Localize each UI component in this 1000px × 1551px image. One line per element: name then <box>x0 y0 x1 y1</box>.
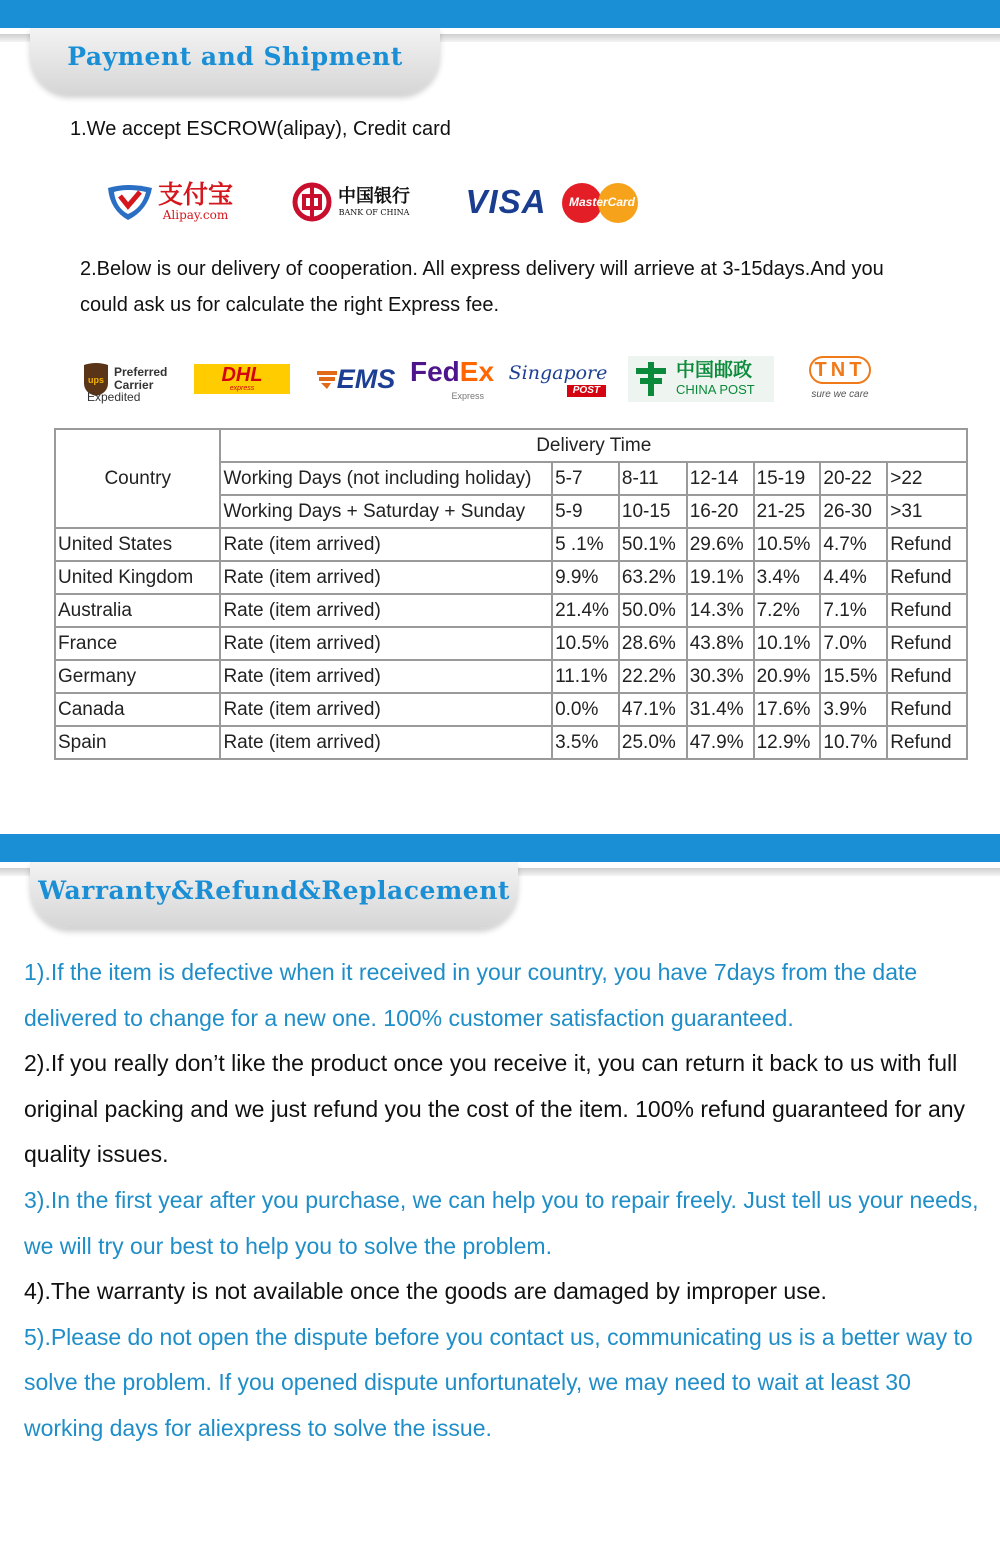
table-row <box>55 627 967 660</box>
table-cell: 8-11 <box>619 462 687 495</box>
table-cell: 20.9% <box>754 660 821 693</box>
svg-text:ups: ups <box>87 375 105 385</box>
table-cell: 47.1% <box>619 693 687 726</box>
ems-arrow-icon <box>317 367 337 391</box>
table-cell: Refund <box>887 627 967 660</box>
table-cell: 7.2% <box>754 594 821 627</box>
rate-label-cell: Rate (item arrived) <box>220 594 552 627</box>
country-cell: Canada <box>55 693 220 726</box>
warranty-item-5: 5).Please do not open the dispute before you contact us, communicating us is a better way to solve the problem. If you opened dispute unfortunately, we may need to wait at least 30 working days for aliexpress to solve the issue. <box>24 1323 973 1441</box>
country-cell: France <box>55 627 220 660</box>
table-cell: 17.6% <box>754 693 821 726</box>
table-cell: 31.4% <box>687 693 754 726</box>
table-cell: 3.9% <box>820 693 887 726</box>
table-cell: 50.1% <box>619 528 687 561</box>
table-cell: 3.4% <box>754 561 821 594</box>
delivery-time-header: Delivery Time <box>220 429 967 462</box>
table-cell: 7.0% <box>820 627 887 660</box>
china-post-icon <box>632 360 670 398</box>
table-cell: 10-15 <box>619 495 687 528</box>
country-header: Country <box>55 429 220 528</box>
table-cell: 15-19 <box>754 462 821 495</box>
table-row <box>55 528 967 561</box>
table-cell: 50.0% <box>619 594 687 627</box>
table-row <box>55 660 967 693</box>
table-cell: 20-22 <box>820 462 887 495</box>
table-cell: 10.1% <box>754 627 821 660</box>
table-row <box>55 693 967 726</box>
table-cell: Refund <box>887 528 967 561</box>
table-cell: Refund <box>887 693 967 726</box>
bank-of-china-logo: 中国银行 BANK OF CHINA <box>292 176 452 228</box>
table-cell: 12-14 <box>687 462 754 495</box>
table-cell: 3.5% <box>552 726 619 759</box>
section-header-warranty <box>0 862 1000 932</box>
table-cell: 47.9% <box>687 726 754 759</box>
table-cell: 4.4% <box>820 561 887 594</box>
rate-label-cell: Rate (item arrived) <box>220 726 552 759</box>
section-title-payment: Payment and Shipment <box>67 42 403 71</box>
warranty-item-4: 4).The warranty is not available once the goods are damaged by improper use. <box>24 1278 827 1305</box>
warranty-item-1: 1).If the item is defective when it received in your country, you have 7days from the date delivered to change for a new one. 100% customer satisfaction guaranteed. <box>24 959 918 1031</box>
table-cell: 12.9% <box>754 726 821 759</box>
table-cell: 15.5% <box>820 660 887 693</box>
warranty-item-2: 2).If you really don’t like the product once you receive it, you can return it back to us with full original packing and we just refund you the cost of the item. 100% refund guaranteed for any quality issues. <box>24 1050 966 1168</box>
table-cell: 11.1% <box>552 660 619 693</box>
table-cell: 5 .1% <box>552 528 619 561</box>
table-cell: 30.3% <box>687 660 754 693</box>
table-cell: 9.9% <box>552 561 619 594</box>
table-cell: 4.7% <box>820 528 887 561</box>
china-post-logo: 中国邮政 CHINA POST <box>628 356 774 402</box>
payment-methods-text: 1.We accept ESCROW(alipay), Credit card <box>70 118 451 140</box>
delivery-text: 2.Below is our delivery of cooperation. All express delivery will arrieve at 3-15days.And you could ask us for calculate the right Express fee. <box>80 258 884 316</box>
alipay-icon <box>104 180 156 224</box>
table-row <box>55 594 967 627</box>
dhl-logo: DHL express <box>194 364 290 394</box>
tnt-logo: TNT sure we care <box>800 353 880 405</box>
table-cell: 10.5% <box>754 528 821 561</box>
table-cell: 26-30 <box>820 495 887 528</box>
table-cell: Refund <box>887 726 967 759</box>
warranty-item-3: 3).In the first year after you purchase, we can help you to repair freely. Just tell us your needs, we will try our best to help you to solve the problem. <box>24 1186 979 1259</box>
table-cell: 28.6% <box>619 627 687 660</box>
rate-label-cell: Rate (item arrived) <box>220 528 552 561</box>
rate-label-cell: Rate (item arrived) <box>220 660 552 693</box>
country-cell: United Kingdom <box>55 561 220 594</box>
visa-logo: VISA <box>465 183 547 220</box>
rate-label-cell: Rate (item arrived) <box>220 561 552 594</box>
country-cell: Australia <box>55 594 220 627</box>
table-cell: 5-9 <box>552 495 619 528</box>
table-header-row <box>55 429 967 462</box>
table-cell: 29.6% <box>687 528 754 561</box>
table-cell: 43.8% <box>687 627 754 660</box>
table-cell: >22 <box>887 462 967 495</box>
table-cell: 21.4% <box>552 594 619 627</box>
delivery-time-table <box>54 428 968 760</box>
working-days-label: Working Days (not including holiday) <box>220 462 552 495</box>
table-cell: Refund <box>887 594 967 627</box>
mastercard-logo: MasterCard <box>560 179 644 225</box>
table-cell: 10.7% <box>820 726 887 759</box>
carrier-logos <box>82 352 880 406</box>
alipay-logo: 支付宝 Alipay.com <box>104 176 274 228</box>
bank-of-china-icon <box>292 182 332 222</box>
table-cell: >31 <box>887 495 967 528</box>
section-header-payment <box>0 28 1000 98</box>
top-blue-bar <box>0 0 1000 28</box>
ups-logo: ups Preferred Carrier Expedited <box>82 352 170 406</box>
table-cell: Refund <box>887 660 967 693</box>
country-cell: Spain <box>55 726 220 759</box>
section-title-warranty: Warranty&Refund&Replacement <box>38 876 510 905</box>
table-cell: 10.5% <box>552 627 619 660</box>
table-cell: 14.3% <box>687 594 754 627</box>
table-cell: 16-20 <box>687 495 754 528</box>
warranty-list <box>24 950 994 1452</box>
table-cell: 0.0% <box>552 693 619 726</box>
table-cell: 63.2% <box>619 561 687 594</box>
singapore-post-logo: Singapore POST <box>508 362 608 396</box>
table-cell: 22.2% <box>619 660 687 693</box>
payment-logos <box>104 176 644 228</box>
table-cell: 7.1% <box>820 594 887 627</box>
table-cell: 21-25 <box>754 495 821 528</box>
fedex-logo: FedEx Express <box>409 355 495 401</box>
weekend-days-label: Working Days + Saturday + Sunday <box>220 495 552 528</box>
country-cell: United States <box>55 528 220 561</box>
table-cell: 25.0% <box>619 726 687 759</box>
table-cell: 5-7 <box>552 462 619 495</box>
country-cell: Germany <box>55 660 220 693</box>
table-cell: 19.1% <box>687 561 754 594</box>
warranty-blue-bar <box>0 834 1000 862</box>
table-row <box>55 561 967 594</box>
table-cell: Refund <box>887 561 967 594</box>
ems-logo: EMS <box>314 359 398 399</box>
rate-label-cell: Rate (item arrived) <box>220 693 552 726</box>
table-row <box>55 726 967 759</box>
rate-label-cell: Rate (item arrived) <box>220 627 552 660</box>
